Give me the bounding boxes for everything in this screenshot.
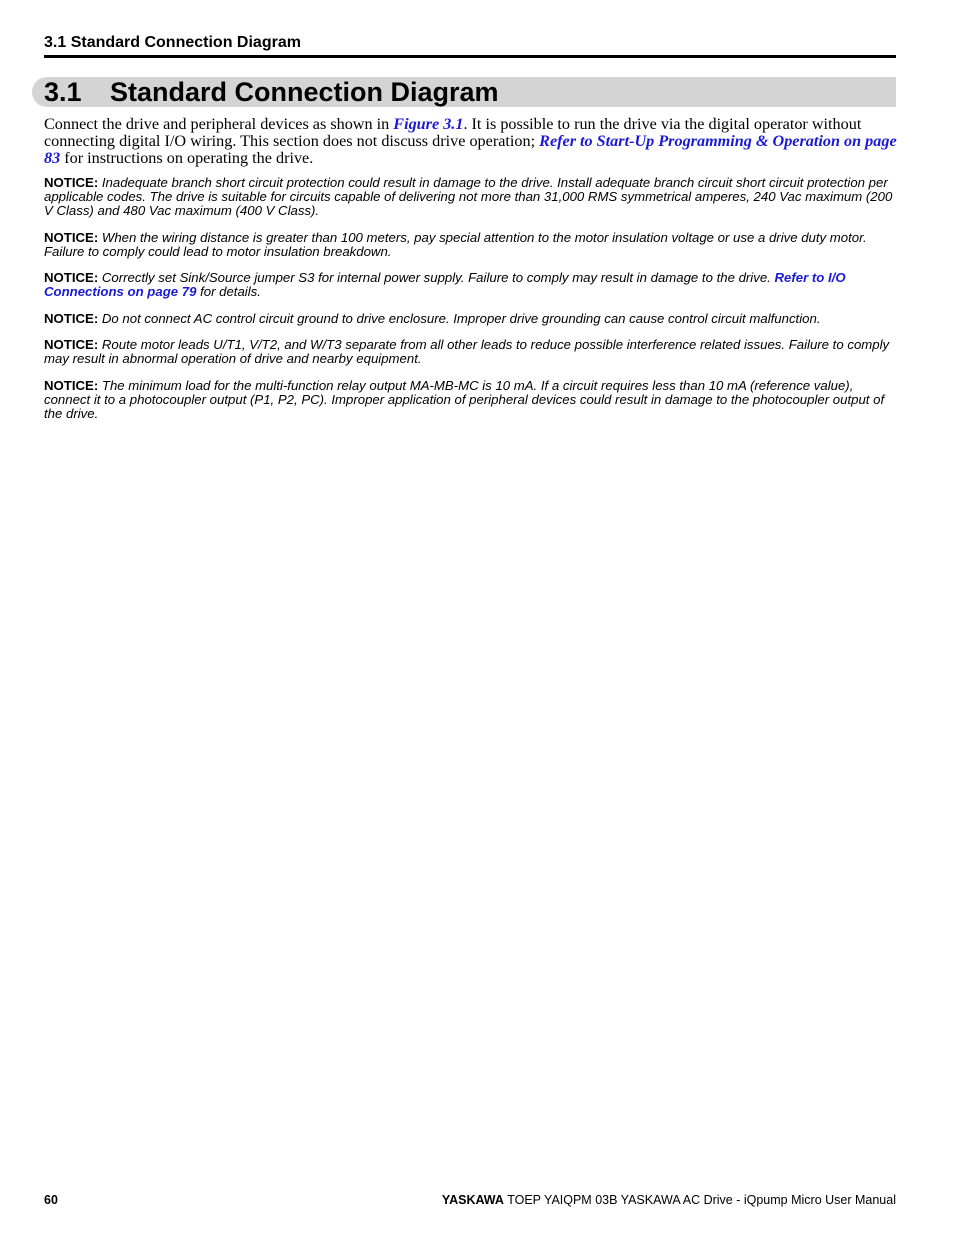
notice-text: Do not connect AC control circuit ground to drive enclosure. Improper drive grounding can cause control circuit malfunction. — [101, 310, 821, 326]
section-number: 3.1 — [44, 77, 82, 107]
manual-title — [442, 1193, 896, 1207]
page-number: 60 — [44, 1193, 58, 1207]
notice-label: NOTICE: — [44, 175, 99, 190]
notice-text: When the wiring distance is greater than 100 meters, pay special attention to the motor insulation voltage or use a drive duty motor. Failure to comply could lead to motor insulation breakdown. — [44, 229, 867, 259]
notice-sink-source-jumper — [44, 271, 900, 299]
startup-programming-link[interactable]: Refer to Start-Up Programming & Operation on page 83 — [44, 132, 897, 167]
notice-label: NOTICE: — [44, 337, 99, 352]
intro-text-2: . It is possible to run the drive via the digital operator without connecting digital I/O wiring. This section does not discuss drive operation; — [44, 115, 862, 150]
notice-motor-leads — [44, 338, 900, 366]
manual-title-text: TOEP YAIQPM 03B YASKAWA AC Drive - iQpump Micro User Manual — [503, 1193, 896, 1207]
notice-label: NOTICE: — [44, 229, 99, 245]
intro-text-3: for instructions on operating the drive. — [60, 149, 314, 167]
notice-wiring-distance — [44, 231, 900, 259]
notice-label: NOTICE: — [44, 377, 99, 393]
notice-label: NOTICE: — [44, 310, 99, 326]
notice-ground — [44, 312, 900, 326]
section-title: Standard Connection Diagram — [110, 77, 499, 107]
running-header: 3.1 Standard Connection Diagram — [44, 34, 896, 58]
notice-text: Inadequate branch short circuit protection could result in damage to the drive. Install adequate branch circuit short circuit protection per applicable codes. The drive is suitable for circuits capable of delivering not more than 31,000 RMS symmetrical amperes, 240 Vac maximum (200 V Class) and 480 Vac maximum (400 V Class). — [44, 175, 893, 218]
io-connections-link[interactable]: Refer to I/O Connections on page 79 — [44, 270, 846, 299]
brand-name: YASKAWA — [441, 1193, 504, 1207]
figure-link[interactable]: Figure 3.1 — [393, 115, 464, 133]
page-footer — [44, 1193, 896, 1211]
notice-label: NOTICE: — [44, 270, 99, 285]
notice-list — [44, 176, 900, 433]
section-heading — [44, 76, 499, 108]
notice-text: Route motor leads U/T1, V/T2, and W/T3 separate from all other leads to reduce possible interference related issues. Failure to comply may result in abnormal operation of drive and nearby equipment. — [44, 337, 890, 366]
notice-text: The minimum load for the multi-function relay output MA-MB-MC is 10 mA. If a circuit requires less than 10 mA (reference value), connect it to a photocoupler output (P1, P2, PC). Improper application of peripheral devices could result in damage to the photocoupler output of the drive. — [44, 377, 885, 421]
notice-branch-protection — [44, 176, 900, 218]
intro-text-1: Connect the drive and peripheral devices as shown in — [44, 115, 394, 133]
notice-text: Correctly set Sink/Source jumper S3 for internal power supply. Failure to comply may result in damage to the drive. — [101, 270, 775, 285]
notice-text-after: for details. — [196, 284, 261, 299]
intro-paragraph — [44, 116, 900, 167]
notice-minimum-load — [44, 379, 900, 421]
